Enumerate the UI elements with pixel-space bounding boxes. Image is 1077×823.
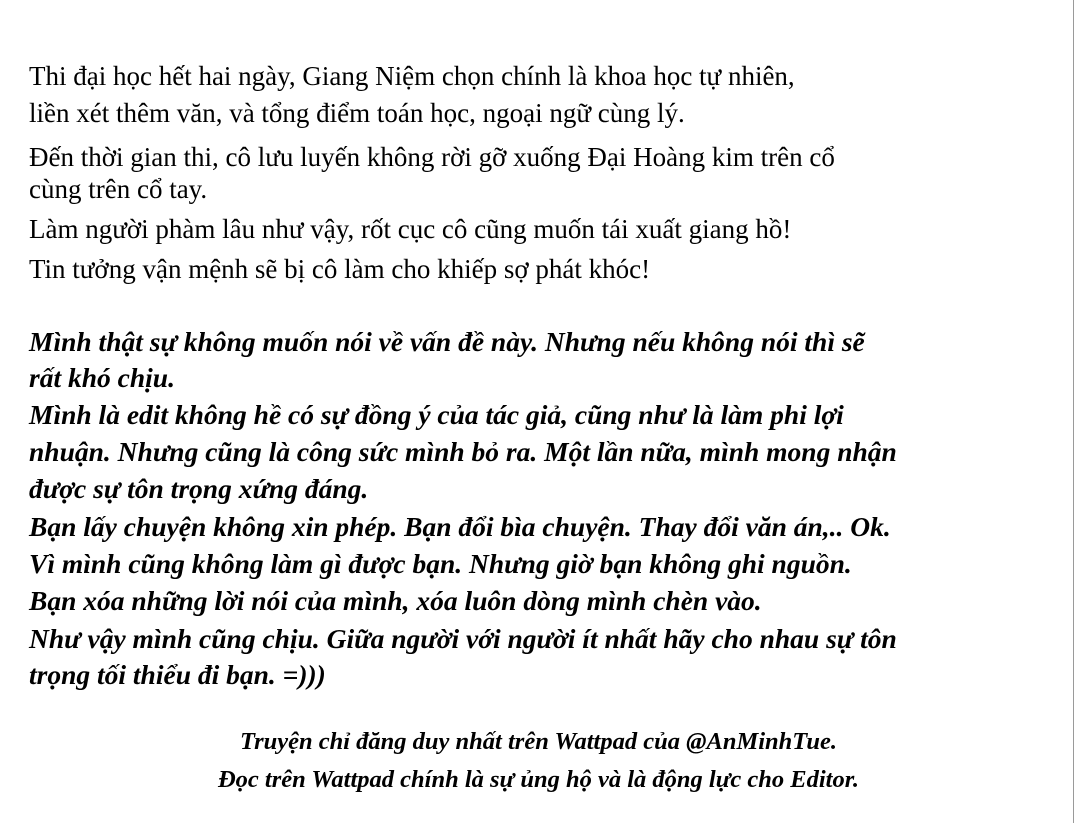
notice-line-5: được sự tôn trọng xứng đáng.	[29, 473, 369, 504]
notice-line-2: rất khó chịu.	[29, 362, 175, 393]
notice-line-9: Như vậy mình cũng chịu. Giữa người với người ít nhất hãy cho nhau sự tôn	[29, 623, 897, 654]
story-line-1: Thi đại học hết hai ngày, Giang Niệm chọn chính là khoa học tự nhiên,	[29, 61, 795, 91]
footer-line-1: Truyện chỉ đăng duy nhất trên Wattpad của @AnMinhTue.	[240, 728, 837, 755]
story-line-5: Làm người phàm lâu như vậy, rốt cục cô cũng muốn tái xuất giang hồ!	[29, 214, 792, 244]
story-line-4: cùng trên cổ tay.	[29, 174, 208, 204]
story-line-2: liền xét thêm văn, và tổng điểm toán học, ngoại ngữ cùng lý.	[29, 98, 685, 128]
notice-line-4: nhuận. Nhưng cũng là công sức mình bỏ ra. Một lần nữa, mình mong nhận	[29, 436, 897, 467]
page-right-border	[1073, 0, 1074, 823]
story-line-3: Đến thời gian thi, cô lưu luyến không rời gỡ xuống Đại Hoàng kim trên cổ	[29, 142, 835, 172]
notice-line-1: Mình thật sự không muốn nói về vấn đề này. Nhưng nếu không nói thì sẽ	[29, 326, 865, 357]
footer-line-2: Đọc trên Wattpad chính là sự ủng hộ và là động lực cho Editor.	[217, 766, 860, 793]
notice-line-8: Bạn xóa những lời nói của mình, xóa luôn dòng mình chèn vào.	[29, 585, 762, 616]
story-line-6: Tin tưởng vận mệnh sẽ bị cô làm cho khiếp sợ phát khóc!	[29, 254, 651, 284]
notice-line-10: trọng tối thiểu đi bạn. =)))	[29, 659, 326, 690]
notice-line-6: Bạn lấy chuyện không xin phép. Bạn đổi bìa chuyện. Thay đổi văn án,.. Ok.	[29, 511, 891, 542]
notice-line-3: Mình là edit không hề có sự đồng ý của tác giả, cũng như là làm phi lợi	[29, 399, 844, 430]
notice-line-7: Vì mình cũng không làm gì được bạn. Nhưng giờ bạn không ghi nguồn.	[29, 548, 852, 579]
